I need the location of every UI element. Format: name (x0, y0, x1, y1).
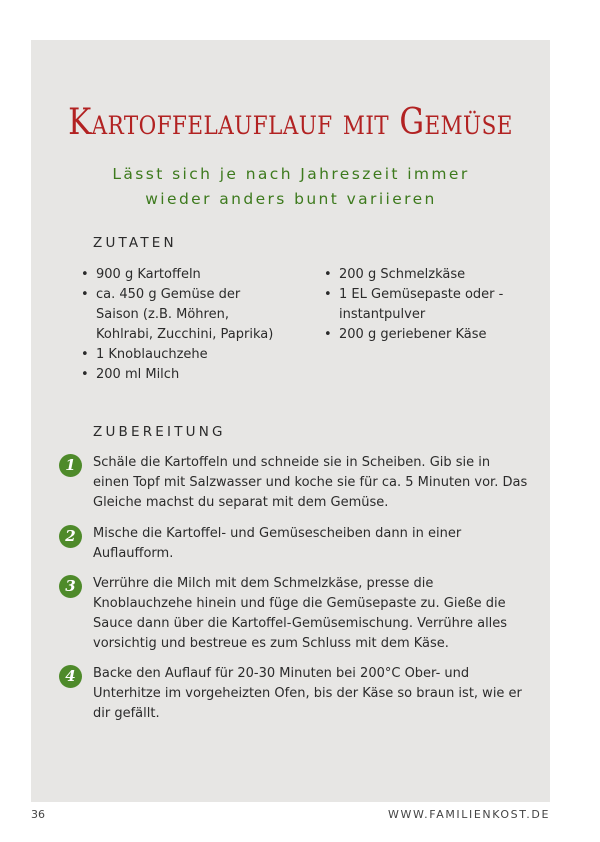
step-number-badge: 3 (59, 575, 82, 598)
ingredients-list-right (322, 265, 527, 345)
ingredients-heading: ZUTATEN (93, 235, 177, 251)
step-text: Backe den Auflauf für 20-30 Minuten bei 200°C Ober- und Unterhitze im vorgeheizten Ofen, bis der Käse so braun ist, wie er dir gefällt. (93, 666, 522, 721)
website-link[interactable]: WWW.FAMILIENKOST.DE (388, 808, 550, 821)
ingredient-item: • 1 Knoblauchzehe (79, 345, 284, 365)
ingredients-list-left (79, 265, 284, 385)
ingredient-item: • 900 g Kartoffeln (79, 265, 284, 285)
recipe-subtitle (91, 162, 491, 212)
recipe-card (31, 40, 550, 802)
preparation-step (59, 524, 529, 564)
preparation-step (59, 574, 529, 654)
ingredient-item: • 200 ml Milch (79, 365, 284, 385)
preparation-heading: ZUBEREITUNG (93, 424, 226, 440)
ingredient-item: • 1 EL Gemüsepaste oder -instantpulver (322, 285, 527, 325)
recipe-title: Kartoffelauflauf mit Gemüse (68, 102, 513, 143)
step-text: Verrühre die Milch mit dem Schmelzkäse, presse die Knoblauchzehe hinein und füge die Gemüsepaste zu. Gieße die Sauce dann über die Kartoffel-Gemüsemischung. Verrühre alles vorsichtig und bestreue es zum Schluss mit dem Käse. (93, 576, 508, 651)
step-text: Mische die Kartoffel- und Gemüsescheiben dann in einer Auflaufform. (93, 526, 462, 561)
preparation-step (59, 664, 529, 724)
preparation-step (59, 453, 529, 513)
subtitle-line-1: Lässt sich je nach Jahreszeit immer (112, 165, 470, 183)
page-number: 36 (31, 808, 45, 821)
ingredient-item: • ca. 450 g Gemüse der Saison (z.B. Möhren, Kohlrabi, Zucchini, Paprika) (79, 285, 284, 345)
step-number-badge: 2 (59, 525, 82, 548)
step-number-badge: 4 (59, 665, 82, 688)
ingredient-item: • 200 g Schmelzkäse (322, 265, 527, 285)
step-number-badge: 1 (59, 454, 82, 477)
step-text: Schäle die Kartoffeln und schneide sie in Scheiben. Gib sie in einen Topf mit Salzwasser und koche sie für ca. 5 Minuten vor. Das Gleiche machst du separat mit dem Gemüse. (93, 455, 528, 510)
subtitle-line-2: wieder anders bunt variieren (145, 190, 437, 208)
ingredient-item: • 200 g geriebener Käse (322, 325, 527, 345)
